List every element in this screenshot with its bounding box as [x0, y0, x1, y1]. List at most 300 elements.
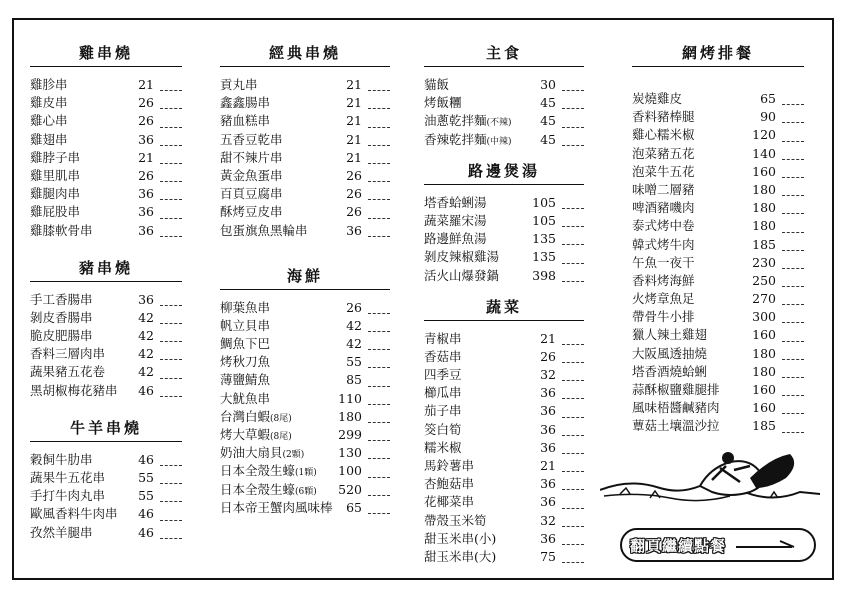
- item-name: 貓飯: [424, 77, 450, 92]
- next-page-label: 翻頁繼續點餐: [630, 536, 727, 555]
- quantity-blank[interactable]: [782, 141, 804, 142]
- item-name: 蕈菇土壤溫沙拉: [632, 418, 720, 434]
- item-name: 烤秋刀魚: [220, 354, 271, 370]
- item-price: 42: [346, 336, 362, 352]
- menu-item: [632, 253, 804, 271]
- quantity-blank[interactable]: [782, 122, 804, 123]
- item-price: 55: [138, 470, 154, 485]
- quantity-blank[interactable]: [160, 359, 182, 360]
- item-name: 雞胗串: [30, 77, 68, 92]
- menu-item: [220, 298, 390, 316]
- item-price: 26: [346, 299, 362, 315]
- item-name: 手打牛肉丸串: [30, 488, 106, 504]
- menu-item: [220, 370, 390, 388]
- section-title: 經典串燒: [220, 42, 390, 67]
- item-price: 185: [752, 236, 776, 252]
- item-price: 21: [346, 113, 362, 129]
- item-price: 180: [752, 218, 776, 234]
- menu-item: [632, 398, 804, 416]
- item-name: 啤酒豬嘰肉: [632, 200, 695, 216]
- item-name: 甜不辣片串: [220, 149, 283, 165]
- quantity-blank[interactable]: [782, 322, 804, 323]
- quantity-blank[interactable]: [562, 380, 584, 381]
- item-note: (2顆): [282, 450, 305, 461]
- quantity-blank[interactable]: [562, 435, 584, 436]
- item-name: 雞皮串: [30, 95, 68, 111]
- menu-item: [30, 111, 182, 129]
- quantity-blank[interactable]: [562, 508, 584, 509]
- quantity-blank[interactable]: [562, 145, 584, 146]
- item-name: 午魚一夜干: [632, 254, 695, 270]
- item-price: 36: [540, 494, 556, 510]
- quantity-blank[interactable]: [562, 417, 584, 418]
- menu-item: [632, 89, 804, 107]
- item-name: 香料烤海鮮: [632, 272, 695, 288]
- item-name: 杏鮑菇串: [424, 476, 475, 492]
- quantity-blank[interactable]: [562, 90, 584, 91]
- quantity-blank[interactable]: [160, 108, 182, 109]
- item-price: 105: [532, 194, 556, 210]
- menu-item: [220, 461, 390, 479]
- item-name: 四季豆: [424, 367, 462, 383]
- quantity-blank[interactable]: [782, 413, 804, 414]
- item-price: 26: [138, 167, 154, 183]
- menu-item: [220, 221, 390, 239]
- menu-item: [424, 365, 584, 383]
- section-title: 蔬菜: [424, 296, 584, 321]
- quantity-blank[interactable]: [160, 181, 182, 182]
- quantity-blank[interactable]: [562, 362, 584, 363]
- item-price: 30: [540, 77, 556, 92]
- quantity-blank[interactable]: [160, 396, 182, 397]
- menu-section: [30, 257, 182, 399]
- quantity-blank[interactable]: [160, 341, 182, 342]
- item-name: 剝皮辣椒雞湯: [424, 249, 500, 265]
- item-price: 36: [138, 204, 154, 220]
- quantity-blank[interactable]: [368, 313, 390, 314]
- quantity-blank[interactable]: [562, 471, 584, 472]
- item-name: 馬鈴薯串: [424, 458, 475, 473]
- item-name: 酥烤豆皮串: [220, 204, 283, 220]
- item-name: 塔香蛤蜊湯: [424, 194, 487, 210]
- item-price: 135: [532, 231, 556, 247]
- menu-item: [424, 347, 584, 365]
- menu-section: [220, 42, 390, 239]
- menu-item: [220, 498, 390, 516]
- item-note: (不辣): [486, 118, 512, 129]
- item-name: 柳葉魚串: [220, 299, 271, 315]
- item-name: 蔬菜羅宋湯: [424, 212, 487, 228]
- section-title: 網烤排餐: [632, 42, 804, 67]
- quantity-blank[interactable]: [562, 544, 584, 545]
- menu-item: [220, 130, 390, 148]
- next-page-button[interactable]: [620, 528, 816, 562]
- item-price: 160: [752, 163, 776, 179]
- item-price: 65: [346, 499, 362, 515]
- quantity-blank[interactable]: [562, 526, 584, 527]
- menu-item: [424, 130, 584, 148]
- menu-item: [220, 93, 390, 111]
- quantity-blank[interactable]: [782, 432, 804, 433]
- quantity-blank[interactable]: [782, 177, 804, 178]
- item-price: 21: [346, 149, 362, 165]
- menu-item: [220, 316, 390, 334]
- menu-item: [30, 486, 182, 504]
- item-price: 110: [338, 390, 362, 406]
- arrow-right-icon: [736, 539, 796, 551]
- menu-item: [424, 193, 584, 211]
- item-price: 36: [138, 291, 154, 307]
- item-price: 45: [540, 113, 556, 129]
- menu-item: [30, 221, 182, 239]
- item-name: 包蛋旗魚黑輪串: [220, 222, 308, 238]
- item-price: 42: [138, 328, 154, 344]
- item-name: 奶油大扇貝: [220, 445, 283, 461]
- menu-item: [424, 492, 584, 510]
- item-name: 黑胡椒梅花豬串: [30, 382, 118, 398]
- menu-section: [30, 417, 182, 541]
- menu-item: [30, 130, 182, 148]
- item-price: 36: [346, 222, 362, 238]
- item-price: 36: [540, 403, 556, 419]
- item-name: 糯米椒: [424, 439, 462, 455]
- item-name: 獵人辣土雞翅: [632, 327, 708, 343]
- item-name: 蒜酥椒鹽雞腿排: [632, 382, 720, 397]
- item-name: 香料三層肉串: [30, 346, 106, 362]
- menu-item: [30, 362, 182, 380]
- item-name: 貢丸串: [220, 77, 258, 92]
- menu-section: [424, 296, 584, 565]
- quantity-blank[interactable]: [160, 218, 182, 219]
- item-price: 160: [752, 382, 776, 397]
- menu-item: [424, 547, 584, 565]
- item-name: 大阪風透抽燒: [632, 345, 708, 361]
- quantity-blank[interactable]: [782, 359, 804, 360]
- quantity-blank[interactable]: [160, 90, 182, 91]
- quantity-blank[interactable]: [368, 199, 390, 200]
- item-name: 雞心串: [30, 113, 68, 129]
- item-name: 日本全殼生蠔: [220, 481, 296, 497]
- item-name: 風味梧醬鹹豬肉: [632, 400, 720, 416]
- menu-item: [424, 111, 584, 129]
- quantity-blank[interactable]: [368, 495, 390, 496]
- item-name: 油蔥乾拌麵: [424, 113, 487, 129]
- quantity-blank[interactable]: [782, 341, 804, 342]
- item-name: 鯛魚下巴: [220, 336, 271, 352]
- menu-item: [424, 456, 584, 474]
- column-2: [220, 42, 390, 534]
- item-price: 26: [346, 167, 362, 183]
- menu-item: [424, 93, 584, 111]
- quantity-blank[interactable]: [368, 513, 390, 514]
- menu-item: [30, 381, 182, 399]
- menu-item: [220, 75, 390, 93]
- quantity-blank[interactable]: [160, 127, 182, 128]
- item-name: 帆立貝串: [220, 317, 271, 333]
- menu-item: [220, 334, 390, 352]
- quantity-blank[interactable]: [782, 159, 804, 160]
- item-price: 105: [532, 212, 556, 228]
- menu-item: [424, 329, 584, 347]
- quantity-blank[interactable]: [160, 236, 182, 237]
- item-price: 160: [752, 327, 776, 343]
- quantity-blank[interactable]: [782, 395, 804, 396]
- item-price: 140: [752, 145, 776, 161]
- item-name: 蔬果豬五花卷: [30, 364, 106, 380]
- quantity-blank[interactable]: [160, 520, 182, 521]
- menu-item: [424, 266, 584, 284]
- quantity-blank[interactable]: [368, 477, 390, 478]
- menu-item: [220, 148, 390, 166]
- item-name: 路邊鮮魚湯: [424, 231, 487, 247]
- quantity-blank[interactable]: [160, 538, 182, 539]
- menu-item: [632, 107, 804, 125]
- quantity-blank[interactable]: [562, 263, 584, 264]
- quantity-blank[interactable]: [562, 108, 584, 109]
- quantity-blank[interactable]: [368, 108, 390, 109]
- item-price: 32: [540, 512, 556, 528]
- item-price: 185: [752, 418, 776, 434]
- item-name: 泡菜牛五花: [632, 163, 695, 179]
- item-name: 脆皮肥腸串: [30, 328, 93, 344]
- menu-section: [220, 265, 390, 516]
- item-name: 雞脖子串: [30, 149, 81, 165]
- item-price: 32: [540, 367, 556, 383]
- item-price: 270: [752, 291, 776, 307]
- item-price: 42: [346, 317, 362, 333]
- quantity-blank[interactable]: [368, 218, 390, 219]
- quantity-blank[interactable]: [160, 323, 182, 324]
- item-name: 五香豆乾串: [220, 131, 283, 147]
- menu-item: [424, 420, 584, 438]
- quantity-blank[interactable]: [160, 305, 182, 306]
- item-price: 300: [752, 309, 776, 325]
- item-price: 180: [752, 181, 776, 197]
- menu-item: [632, 325, 804, 343]
- quantity-blank[interactable]: [160, 163, 182, 164]
- quantity-blank[interactable]: [368, 440, 390, 441]
- quantity-blank[interactable]: [368, 367, 390, 368]
- item-price: 36: [540, 439, 556, 455]
- menu-section: [424, 42, 584, 148]
- menu-item: [632, 362, 804, 380]
- item-name: 花椰菜串: [424, 494, 475, 510]
- menu-item: [220, 202, 390, 220]
- quantity-blank[interactable]: [782, 304, 804, 305]
- item-price: 160: [752, 400, 776, 416]
- section-title: 海鮮: [220, 265, 390, 290]
- menu-item: [220, 352, 390, 370]
- item-price: 75: [540, 548, 556, 564]
- item-price: 55: [346, 354, 362, 370]
- item-price: 180: [752, 363, 776, 379]
- item-price: 36: [138, 186, 154, 202]
- quantity-blank[interactable]: [782, 377, 804, 378]
- menu-item: [424, 211, 584, 229]
- quantity-blank[interactable]: [562, 208, 584, 209]
- item-name: 櫛瓜串: [424, 385, 462, 401]
- menu-item: [220, 389, 390, 407]
- menu-item: [30, 290, 182, 308]
- menu-item: [30, 523, 182, 541]
- item-price: 180: [752, 345, 776, 361]
- quantity-blank[interactable]: [782, 195, 804, 196]
- menu-item: [424, 529, 584, 547]
- quantity-blank[interactable]: [160, 199, 182, 200]
- item-name: 台灣白蝦: [220, 408, 271, 424]
- quantity-blank[interactable]: [160, 465, 182, 466]
- quantity-blank[interactable]: [782, 268, 804, 269]
- item-note: (8尾): [270, 413, 292, 424]
- quantity-blank[interactable]: [562, 489, 584, 490]
- item-price: 230: [752, 254, 776, 270]
- item-price: 42: [138, 346, 154, 362]
- menu-item: [30, 344, 182, 362]
- quantity-blank[interactable]: [782, 250, 804, 251]
- quantity-blank[interactable]: [562, 244, 584, 245]
- item-name: 烤飯糰: [424, 95, 462, 111]
- menu-item: [424, 247, 584, 265]
- menu-item: [30, 75, 182, 93]
- item-name: 甜玉米串(小): [424, 530, 497, 546]
- quantity-blank[interactable]: [368, 127, 390, 128]
- item-name: 香料豬棒腿: [632, 109, 695, 125]
- item-price: 180: [752, 200, 776, 216]
- menu-item: [220, 443, 390, 461]
- item-price: 46: [138, 451, 154, 467]
- quantity-blank[interactable]: [782, 286, 804, 287]
- menu-item: [30, 308, 182, 326]
- quantity-blank[interactable]: [160, 378, 182, 379]
- quantity-blank[interactable]: [562, 398, 584, 399]
- item-price: 26: [540, 348, 556, 364]
- item-name: 剝皮香腸串: [30, 309, 93, 325]
- item-price: 45: [540, 95, 556, 111]
- quantity-blank[interactable]: [160, 145, 182, 146]
- menu-section: [424, 160, 584, 284]
- quantity-blank[interactable]: [368, 349, 390, 350]
- item-name: 炭燒雞皮: [632, 91, 683, 106]
- menu-item: [424, 383, 584, 401]
- quantity-blank[interactable]: [368, 163, 390, 164]
- item-price: 55: [138, 488, 154, 504]
- item-note: (8尾): [270, 432, 292, 442]
- quantity-blank[interactable]: [782, 232, 804, 233]
- surfer-illustration: [600, 448, 820, 510]
- item-price: 36: [540, 385, 556, 401]
- item-name: 穀飼牛肋串: [30, 451, 93, 467]
- menu-item: [30, 184, 182, 202]
- quantity-blank[interactable]: [368, 331, 390, 332]
- menu-item: [424, 438, 584, 456]
- menu-item: [424, 511, 584, 529]
- quantity-blank[interactable]: [160, 501, 182, 502]
- quantity-blank[interactable]: [368, 90, 390, 91]
- item-price: 36: [138, 222, 154, 238]
- section-title: 豬串燒: [30, 257, 182, 282]
- menu-section: [30, 42, 182, 239]
- section-title: 雞串燒: [30, 42, 182, 67]
- item-price: 21: [540, 330, 556, 346]
- quantity-blank[interactable]: [562, 453, 584, 454]
- menu-item: [30, 326, 182, 344]
- item-price: 21: [346, 131, 362, 147]
- menu-item: [220, 407, 390, 425]
- item-price: 46: [138, 524, 154, 540]
- item-name: 筊白筍: [424, 421, 462, 437]
- menu-item: [220, 425, 390, 443]
- item-name: 百頁豆腐串: [220, 186, 283, 202]
- menu-item: [632, 380, 804, 398]
- quantity-blank[interactable]: [562, 281, 584, 282]
- item-name: 帶骨牛小排: [632, 309, 695, 325]
- item-price: 26: [346, 186, 362, 202]
- quantity-blank[interactable]: [368, 422, 390, 423]
- item-name: 雞心糯米椒: [632, 127, 695, 143]
- quantity-blank[interactable]: [368, 404, 390, 405]
- item-name: 塔香酒燒蛤蜊: [632, 363, 708, 379]
- item-name: 豬血糕串: [220, 113, 271, 129]
- quantity-blank[interactable]: [368, 181, 390, 182]
- column-4: [632, 42, 804, 453]
- menu-item: [30, 166, 182, 184]
- item-price: 46: [138, 506, 154, 522]
- menu-item: [632, 235, 804, 253]
- item-price: 36: [540, 421, 556, 437]
- quantity-blank[interactable]: [782, 104, 804, 105]
- item-price: 42: [138, 309, 154, 325]
- item-price: 42: [138, 364, 154, 380]
- item-note: (中辣): [486, 136, 512, 147]
- menu-item: [424, 401, 584, 419]
- item-price: 26: [346, 204, 362, 220]
- menu-item: [30, 202, 182, 220]
- quantity-blank[interactable]: [562, 562, 584, 563]
- menu-item: [424, 75, 584, 93]
- quantity-blank[interactable]: [368, 236, 390, 237]
- item-name: 黃金魚蛋串: [220, 167, 283, 183]
- item-price: 21: [138, 149, 154, 165]
- menu-item: [632, 416, 804, 434]
- quantity-blank[interactable]: [368, 458, 390, 459]
- menu-item: [30, 93, 182, 111]
- quantity-blank[interactable]: [368, 386, 390, 387]
- item-name: 雞腿肉串: [30, 186, 81, 202]
- quantity-blank[interactable]: [562, 226, 584, 227]
- quantity-blank[interactable]: [562, 344, 584, 345]
- menu-item: [424, 229, 584, 247]
- menu-section: [632, 42, 804, 435]
- quantity-blank[interactable]: [562, 127, 584, 128]
- item-name: 雞屁股串: [30, 204, 81, 220]
- item-price: 26: [138, 113, 154, 129]
- item-name: 雞翅串: [30, 131, 68, 147]
- item-price: 36: [540, 476, 556, 492]
- menu-item: [220, 184, 390, 202]
- item-name: 日本帝王蟹肉風味棒: [220, 499, 333, 515]
- item-note: (6顆): [295, 486, 317, 497]
- item-price: 26: [138, 95, 154, 111]
- item-name: 手工香腸串: [30, 291, 93, 307]
- item-price: 65: [760, 91, 776, 106]
- quantity-blank[interactable]: [160, 483, 182, 484]
- menu-item: [30, 468, 182, 486]
- quantity-blank[interactable]: [782, 213, 804, 214]
- item-name: 味噌二層豬: [632, 181, 695, 197]
- quantity-blank[interactable]: [368, 145, 390, 146]
- item-name: 火烤章魚足: [632, 291, 695, 307]
- item-price: 130: [338, 445, 362, 461]
